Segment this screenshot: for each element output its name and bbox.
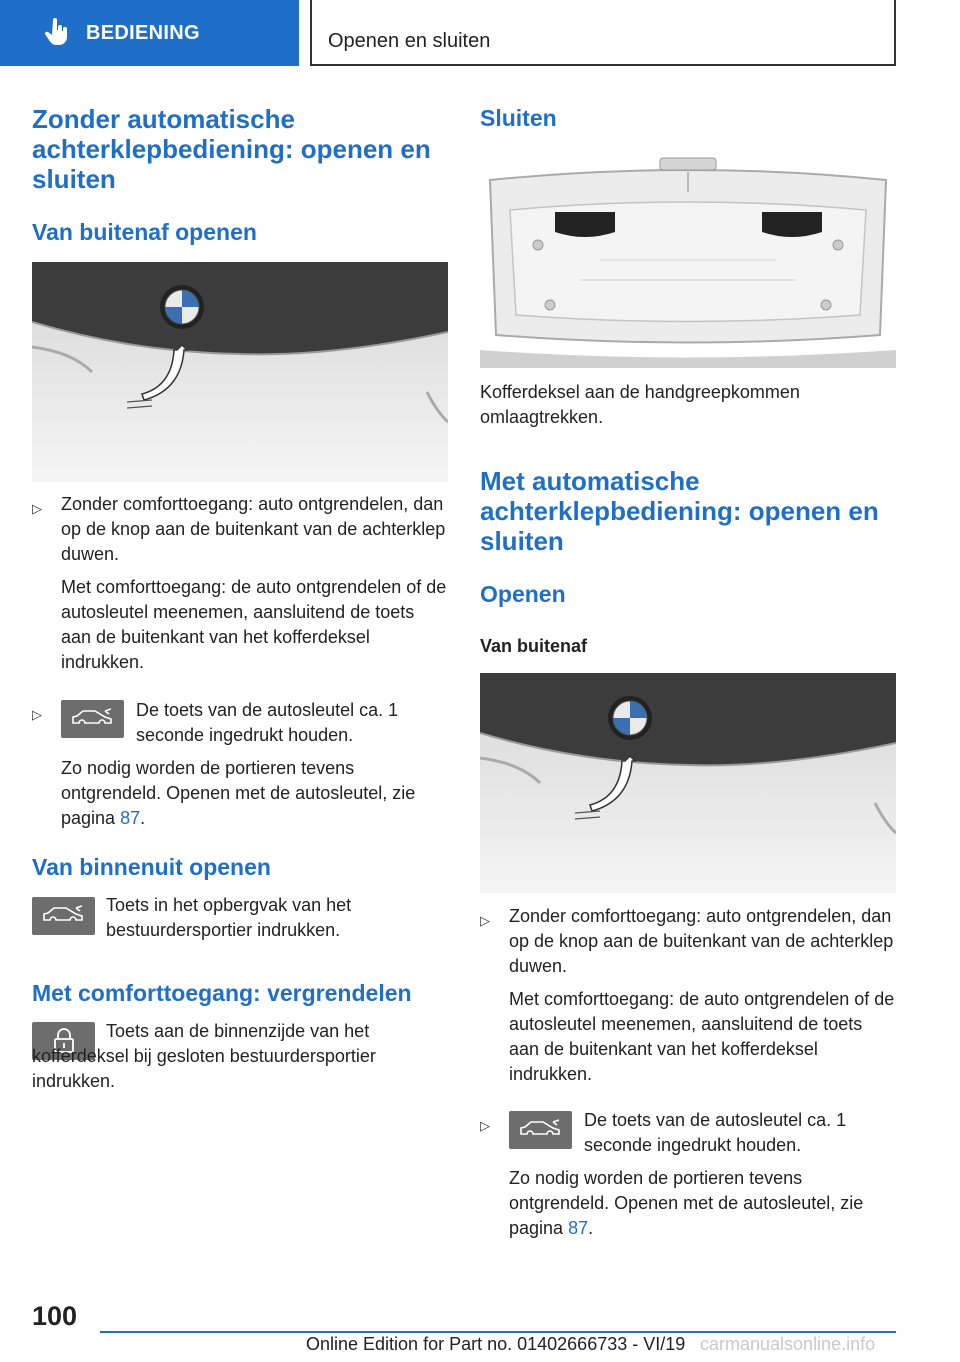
bullet-marker: ▷: [32, 501, 42, 516]
bullet-text: Met comforttoegang: de auto ontgrendelen of de autosleutel meenemen, aansluitend de toets aan de buitenkant van het kofferdeksel indrukken.: [509, 989, 895, 1084]
subheading-outside-open: Van buitenaf openen: [32, 219, 257, 245]
bullet-marker: ▷: [480, 1118, 490, 1133]
watermark: carmanualsonline.info: [700, 1334, 876, 1354]
body-text: Toets in het opbergvak van het bestuurdersportier indrukken.: [106, 895, 352, 940]
subheading-close: Sluiten: [480, 105, 557, 131]
page-link[interactable]: 87: [568, 1218, 589, 1238]
section-title: Met automatische achterklepbediening: openen en sluiten: [480, 466, 879, 556]
subheading-open: Openen: [480, 581, 566, 607]
hand-pointer-icon: [44, 18, 68, 48]
bullet-marker: ▷: [32, 707, 42, 722]
edition-text: Online Edition for Part no. 01402666733 - VI/19: [306, 1334, 686, 1354]
footer-rule: [100, 1331, 896, 1333]
bullet-text-with-ref: Zo nodig worden de portieren tevens ontgrendeld. Openen met de autosleutel, zie pagina 87.: [61, 758, 416, 828]
subheading-comfort-lock: Met comforttoegang: vergrendelen: [32, 980, 412, 1006]
body-text: Toets aan de binnenzijde van het kofferdeksel bij gesloten bestuurdersportier indrukken.: [32, 1021, 376, 1091]
bullet-text-with-ref: Zo nodig worden de portieren tevens ontgrendeld. Openen met de autosleutel, zie pagina 87.: [509, 1168, 864, 1238]
subheading-inside-open: Van binnenuit openen: [32, 854, 271, 880]
page-number: 100: [32, 1301, 78, 1331]
section-tab[interactable]: [0, 0, 299, 66]
bullet-text: De toets van de autosleutel ca. 1 seconde ingedrukt houden.: [136, 700, 399, 745]
bullet-text: De toets van de autosleutel ca. 1 seconde ingedrukt houden.: [584, 1110, 847, 1155]
tailgate-key-button-icon: [509, 1111, 572, 1149]
interior-tailgate-button-icon: [32, 897, 95, 935]
tailgate-button-photo: [32, 262, 448, 482]
section-label: BEDIENING: [86, 21, 200, 44]
bullet-marker: ▷: [480, 913, 490, 928]
page-link[interactable]: 87: [120, 808, 141, 828]
trunk-lid-inside-photo: [480, 150, 896, 368]
bullet-text: Met comforttoegang: de auto ontgrendelen of de autosleutel meenemen, aansluitend de toets aan de buitenkant van het kofferdeksel indrukken.: [61, 577, 447, 672]
section-title: Zonder automatische achterklepbediening: openen en sluiten: [32, 104, 431, 194]
chapter-header: [310, 0, 896, 66]
chapter-title: Openen en sluiten: [328, 30, 491, 52]
bullet-text: Zonder comforttoegang: auto ontgrendelen, dan op de knop aan de buitenkant van de achterklep duwen.: [61, 494, 446, 564]
tailgate-button-photo: [480, 673, 896, 893]
subheading-outside: Van buitenaf: [480, 636, 588, 656]
tailgate-key-button-icon: [61, 700, 124, 738]
body-text: Kofferdeksel aan de handgreepkommen omlaagtrekken.: [480, 382, 800, 427]
bullet-text: Zonder comforttoegang: auto ontgrendelen, dan op de knop aan de buitenkant van de achterklep duwen.: [509, 906, 894, 976]
